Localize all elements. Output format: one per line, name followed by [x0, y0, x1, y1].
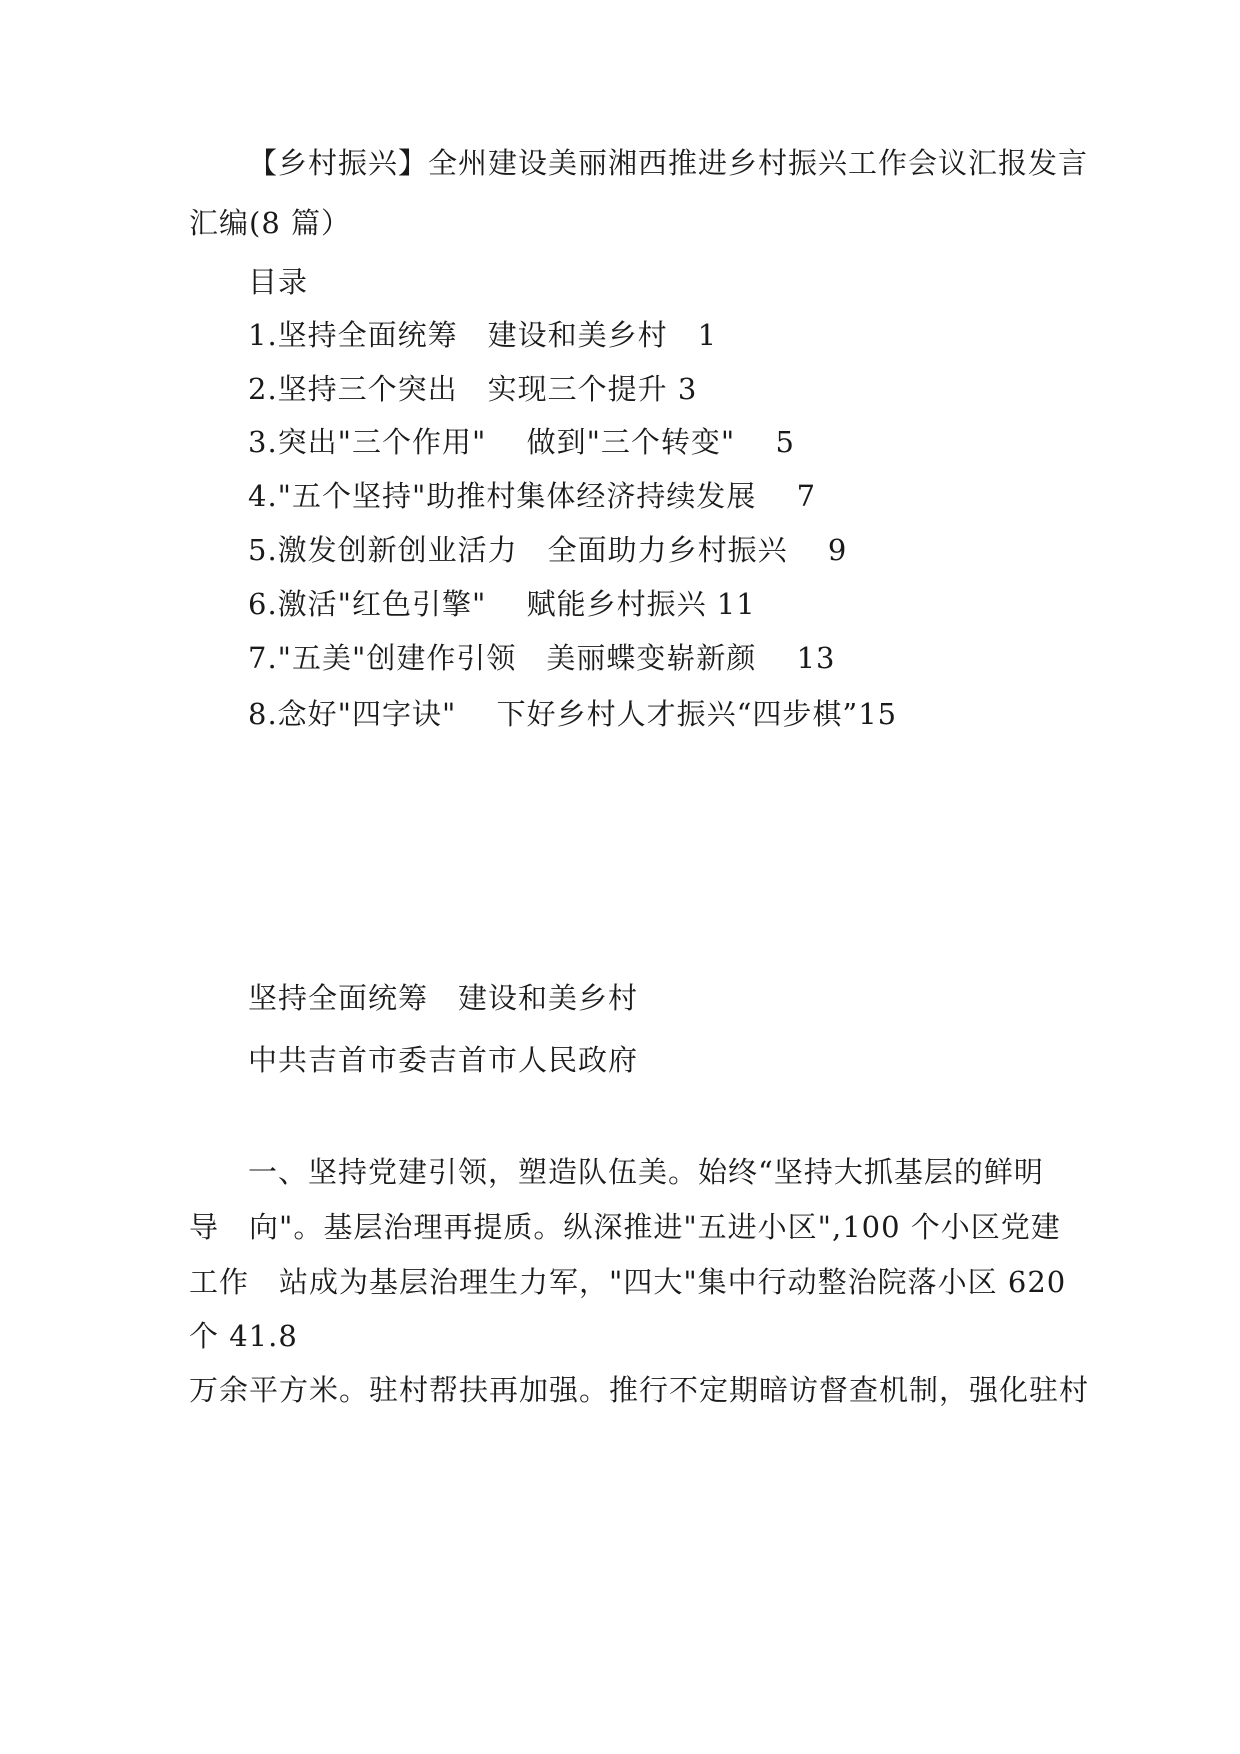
body-line-2: 导 向"。基层治理再提质。纵深推进"五进小区",100 个小区党建	[189, 1210, 1061, 1244]
toc-item-1[interactable]: 1.坚持全面统筹 建设和美乡村 1	[248, 318, 718, 352]
document-title-line-1: 【乡村振兴】全州建设美丽湘西推进乡村振兴工作会议汇报发言	[248, 146, 1089, 180]
document-title-line-2: 汇编(8 篇）	[189, 206, 351, 240]
body-line-1: 一、坚持党建引领，塑造队伍美。始终“坚持大抓基层的鲜明	[248, 1155, 1044, 1189]
toc-item-8[interactable]: 8.念好"四字诀" 下好乡村人才振兴“四步棋”15	[248, 697, 898, 731]
article-title: 坚持全面统筹 建设和美乡村	[248, 981, 639, 1015]
toc-item-5[interactable]: 5.激发创新创业活力 全面助力乡村振兴 9	[248, 533, 848, 567]
body-line-5: 万余平方米。驻村帮扶再加强。推行不定期暗访督查机制，强化驻村	[189, 1373, 1090, 1407]
body-line-4: 个 41.8	[189, 1319, 298, 1353]
body-line-3: 工作 站成为基层治理生力军，"四大"集中行动整治院落小区 620	[189, 1265, 1067, 1299]
toc-item-7[interactable]: 7."五美"创建作引领 美丽蝶变崭新颜 13	[248, 641, 836, 675]
article-author: 中共吉首市委吉首市人民政府	[248, 1043, 639, 1077]
toc-item-4[interactable]: 4."五个坚持"助推村集体经济持续发展 7	[248, 479, 817, 513]
toc-heading: 目录	[248, 265, 309, 299]
toc-item-6[interactable]: 6.激活"红色引擎" 赋能乡村振兴 11	[248, 587, 756, 621]
toc-item-3[interactable]: 3.突出"三个作用" 做到"三个转变" 5	[248, 425, 795, 459]
toc-item-2[interactable]: 2.坚持三个突出 实现三个提升 3	[248, 372, 698, 406]
